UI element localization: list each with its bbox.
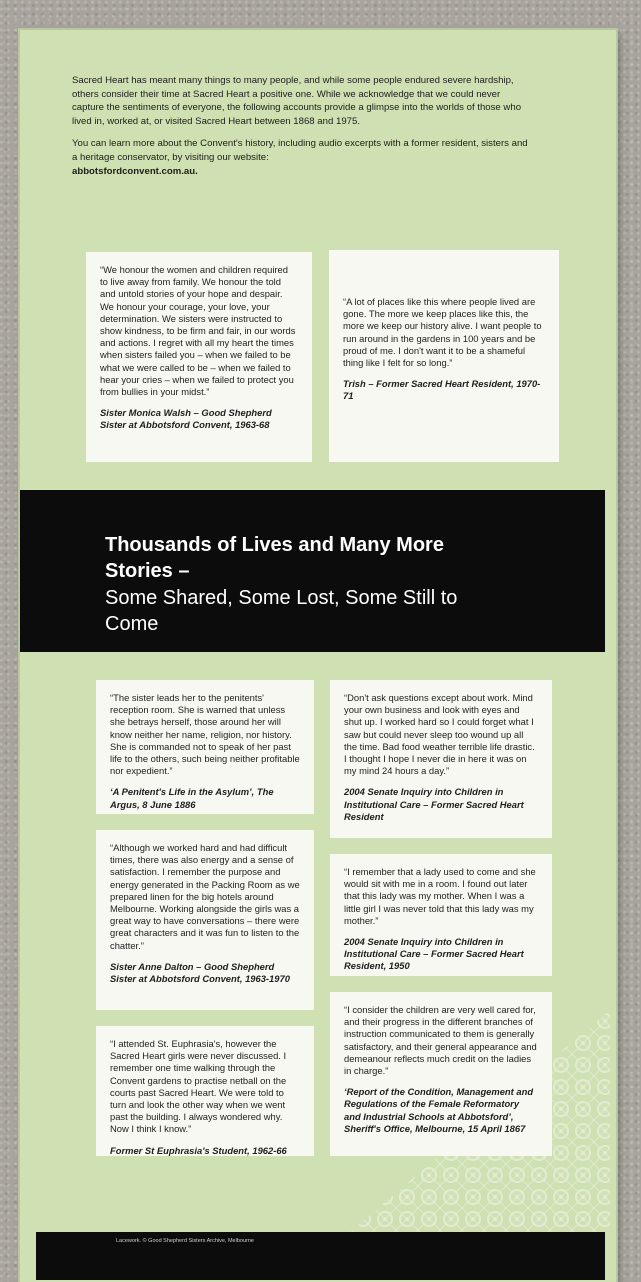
quote-card-4 (330, 680, 552, 838)
quote-source: ‘Report of the Condition, Management and Regulations of the Female Reformatory and Industrial Schools at Abbotsford’, Sheriff's Office, Melbourne, 15 April 1867 (344, 1086, 534, 1134)
quote-text: “I remember that a lady used to come and she would sit with me in a room. I found out later that this lady was my mother. When I was a little girl I was never told that this lady was my mother.” (344, 866, 536, 926)
quote-source: 2004 Senate Inquiry into Children in Institutional Care – Former Sacred Heart Resident, 1950 (344, 936, 524, 972)
heading-band (20, 490, 605, 652)
quote-source: Sister Monica Walsh – Good Shepherd Sister at Abbotsford Convent, 1963-68 (100, 407, 272, 431)
website-link[interactable]: abbotsfordconvent.com.au. (72, 165, 198, 177)
quote-text: “Don't ask questions except about work. Mind your own business and look with eyes and shut up. I worked hard so I could forget what I saw but could never sleep too wound up all the time. Bad food weather terrible life drastic. I thought I hope I never die in here it was on my mind 24 hours a day.” (344, 692, 535, 777)
heading-light: Some Shared, Some Lost, Some Still to Come (105, 587, 458, 635)
quote-card-6 (330, 854, 552, 976)
quote-source: Former St Euphrasia's Student, 1962-66 (110, 1144, 287, 1156)
quote-card-7 (96, 1026, 314, 1156)
quote-source: 2004 Senate Inquiry into Children in Institutional Care – Former Sacred Heart Resident (344, 786, 524, 822)
quote-text: “I attended St. Euphrasia's, however the Sacred Heart girls were never discussed. I remember one time walking through the Convent gardens to practise netball on the courts past Sacred Heart. We were told to turn and look the other way when we went past the building. I always wondered why. Now I think I know.” (110, 1038, 287, 1135)
intro-paragraph-2-text: You can learn more about the Convent's history, including audio excerpts with a former resident, sisters and a heritage conservator, by visiting our website: (72, 138, 528, 163)
footer-credit: Lacework. © Good Shepherd Sisters Archive, Melbourne (116, 1238, 254, 1244)
intro-text (72, 74, 532, 187)
intro-paragraph-1: Sacred Heart has meant many things to many people, and while some people endured severe hardship, others consider their time at Sacred Heart a positive one. While we acknowledge that we could never capture the sentiments of everyone, the following accounts provide a glimpse into the worlds of those who lived in, worked at, or visited Sacred Heart between 1868 and 1975. (72, 75, 522, 127)
quote-card-8 (330, 992, 552, 1156)
heading-bold: Thousands of Lives and Many More Stories – (105, 534, 444, 582)
quote-text: “Although we worked hard and had difficult times, there was also energy and a sense of satisfaction. I remember the purpose and energy generated in the Packing Room as we prepared linen for the big hotels around Melbourne. Working alongside the girls was a great way to have conversations – there were great characters and it was fun to listen to the chatter.” (110, 842, 300, 951)
quote-card-5 (96, 830, 314, 1010)
quote-source: Trish – Former Sacred Heart Resident, 1970-71 (343, 378, 541, 402)
quote-text: “The sister leads her to the penitents' reception room. She is warned that unless she betrays herself, those around her will know neither her name, religion, nor history. She is commanded not to speak of her past life to the others, such being neither profitable nor expedient.” (110, 692, 300, 777)
quote-text: “A lot of places like this where people lived are gone. The more we keep places like this, the more we keep our history alive. I want people to run around in the gardens in 100 years and be proud of me. I don't want it to be a shameful thing like I felt for so long.” (343, 296, 542, 369)
quote-text: “We honour the women and children required to live away from family. We honour the told and untold stories of your hope and despair. We honour your courage, your love, your determination. We sisters were instructed to show kindness, to be firm and fair, in our words and actions. I regret with all my heart the times when sisters failed you – when we failed to be what we were called to be – when we failed to hear your cries – when we failed to protect you from bullies in your midst.” (100, 264, 296, 398)
quote-card-3 (96, 680, 314, 814)
footer-bar (36, 1232, 605, 1280)
quote-card-1 (86, 252, 312, 462)
quote-card-2 (329, 250, 559, 462)
quote-text: “I consider the children are very well cared for, and their progress in the different branches of instruction communicated to them is generally satisfactory, and their general appearance and demeanour reflects much credit on the ladies in charge.” (344, 1004, 537, 1077)
quote-source: Sister Anne Dalton – Good Shepherd Sister at Abbotsford Convent, 1963-1970 (110, 960, 290, 985)
quote-source: ‘A Penitent's Life in the Asylum’, The Argus, 8 June 1886 (110, 786, 274, 810)
intro-paragraph-2 (72, 137, 532, 178)
